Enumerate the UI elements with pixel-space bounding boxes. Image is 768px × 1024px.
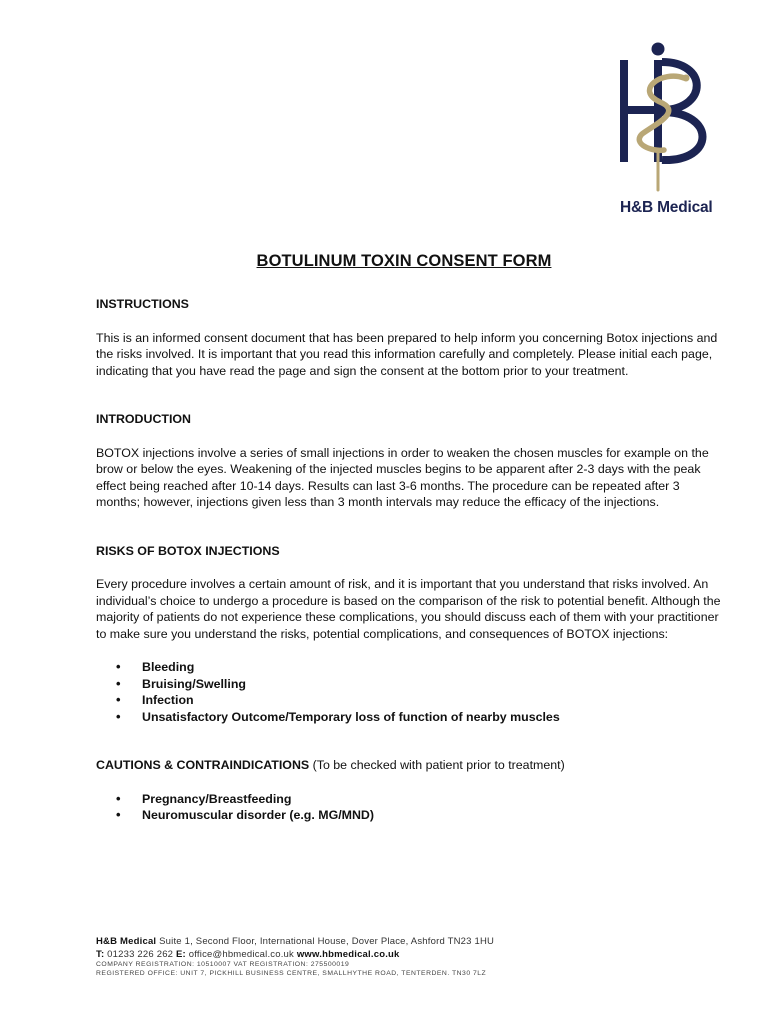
footer-address-line (96, 935, 696, 948)
footer-contact-line (96, 948, 696, 961)
document-body (96, 296, 724, 824)
footer-address: Suite 1, Second Floor, International House, Dover Place, Ashford TN23 1HU (159, 936, 495, 947)
cautions-heading: CAUTIONS & CONTRAINDICATIONS (96, 758, 310, 772)
list-item: • Infection (96, 692, 724, 709)
introduction-heading: INTRODUCTION (96, 412, 191, 426)
footer-company: H&B Medical (96, 936, 157, 947)
list-item: • Bruising/Swelling (96, 676, 724, 693)
cautions-heading-line (96, 757, 724, 774)
cautions-note: (To be checked with patient prior to treatment) (312, 758, 565, 772)
page-footer (96, 935, 696, 978)
hb-medical-logo (612, 40, 722, 220)
introduction-paragraph: BOTOX injections involve a series of small injections in order to weaken the chosen muscles for example on the brow or below the eyes. Weakening of the injected muscles begins to be apparent after 2-3 days with the peak effect being reached after 10-14 days. Results can last 3-6 months. The procedure can be repeated after 3 months; however, injections given less than 3 month intervals may reduce the efficacy of the injections. (96, 445, 709, 509)
brand-name: H&B Medical (620, 199, 713, 216)
list-item: • Bleeding (96, 659, 724, 676)
risks-list (96, 659, 724, 725)
cautions-list (96, 791, 724, 824)
footer-registered-office: REGISTERED OFFICE: UNIT 7, PICKHILL BUSINESS CENTRE, SMALLHYTHE ROAD, TENTERDEN. TN30 7LZ (96, 969, 487, 977)
footer-email: office@hbmedical.co.uk (188, 949, 294, 960)
footer-phone-label: T: (96, 949, 105, 960)
footer-registration: COMPANY REGISTRATION: 10510007 VAT REGISTRATION: 275500019 (96, 961, 350, 968)
risks-paragraph: Every procedure involves a certain amount of risk, and it is important that you understand that risks involved. An individual’s choice to undergo a procedure is based on the comparison of the risk to potential benefit. Although the majority of patients do not experience these complications, you should discuss each of them with your practitioner to make sure you understand the risks, potential complications, and consequences of BOTOX injections: (96, 577, 721, 641)
footer-website: www.hbmedical.co.uk (296, 949, 400, 960)
instructions-heading: INSTRUCTIONS (96, 297, 189, 311)
list-item: • Pregnancy/Breastfeeding (96, 791, 724, 808)
page-title: BOTULINUM TOXIN CONSENT FORM (256, 252, 552, 270)
instructions-paragraph: This is an informed consent document that has been prepared to help inform you concerning Botox injections and the risks involved. It is important that you read this information carefully and completely. Please initial each page, indicating that you have read the page and sign the consent at the bottom prior to your treatment. (96, 330, 718, 378)
risks-heading: RISKS OF BOTOX INJECTIONS (96, 543, 280, 558)
list-item: • Unsatisfactory Outcome/Temporary loss of function of nearby muscles (96, 709, 724, 726)
list-item: • Neuromuscular disorder (e.g. MG/MND) (96, 807, 724, 824)
footer-email-label: E: (176, 949, 186, 960)
footer-phone: 01233 226 262 (107, 949, 174, 960)
